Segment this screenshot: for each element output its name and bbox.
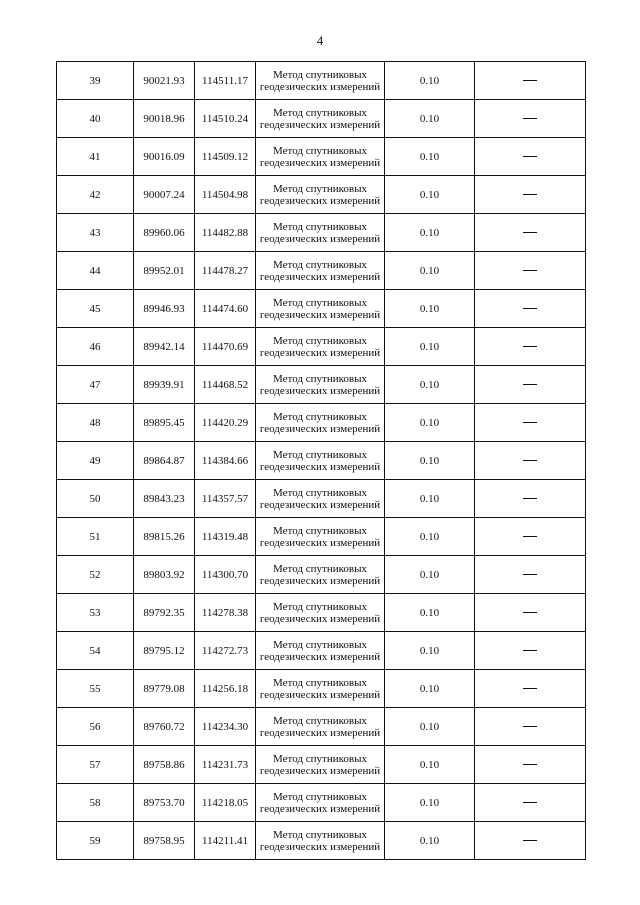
y-coordinate-cell: 114272.73 bbox=[195, 632, 256, 670]
method-line-2: геодезических измерений bbox=[259, 80, 381, 93]
table-row bbox=[57, 290, 586, 328]
accuracy-cell: 0.10 bbox=[385, 252, 475, 290]
method-line-1: Метод спутниковых bbox=[273, 144, 367, 157]
table-row bbox=[57, 594, 586, 632]
method-line-2: геодезических измерений bbox=[259, 802, 381, 815]
method-cell bbox=[256, 442, 385, 480]
x-coordinate-cell: 89795.12 bbox=[134, 632, 195, 670]
method-line-2: геодезических измерений bbox=[259, 574, 381, 587]
table-row bbox=[57, 632, 586, 670]
dash-mark bbox=[523, 460, 537, 461]
x-coordinate-cell: 90007.24 bbox=[134, 176, 195, 214]
method-line-2: геодезических измерений bbox=[259, 536, 381, 549]
x-coordinate-cell: 90016.09 bbox=[134, 138, 195, 176]
method-line-2: геодезических измерений bbox=[259, 118, 381, 131]
point-number-cell: 42 bbox=[57, 176, 134, 214]
x-coordinate-cell: 89753.70 bbox=[134, 784, 195, 822]
y-coordinate-cell: 114470.69 bbox=[195, 328, 256, 366]
method-cell bbox=[256, 670, 385, 708]
x-coordinate-cell: 89895.45 bbox=[134, 404, 195, 442]
y-coordinate-cell: 114256.18 bbox=[195, 670, 256, 708]
method-line-1: Метод спутниковых bbox=[273, 676, 367, 689]
method-cell bbox=[256, 366, 385, 404]
x-coordinate-cell: 89779.08 bbox=[134, 670, 195, 708]
x-coordinate-cell: 89939.91 bbox=[134, 366, 195, 404]
method-line-2: геодезических измерений bbox=[259, 726, 381, 739]
table-row bbox=[57, 100, 586, 138]
accuracy-cell: 0.10 bbox=[385, 62, 475, 100]
dash-mark bbox=[523, 384, 537, 385]
method-line-2: геодезических измерений bbox=[259, 612, 381, 625]
note-cell bbox=[475, 670, 586, 708]
x-coordinate-cell: 90021.93 bbox=[134, 62, 195, 100]
accuracy-cell: 0.10 bbox=[385, 556, 475, 594]
method-line-1: Метод спутниковых bbox=[273, 486, 367, 499]
accuracy-cell: 0.10 bbox=[385, 822, 475, 860]
point-number-cell: 41 bbox=[57, 138, 134, 176]
table-row bbox=[57, 442, 586, 480]
point-number-cell: 46 bbox=[57, 328, 134, 366]
accuracy-cell: 0.10 bbox=[385, 442, 475, 480]
note-cell bbox=[475, 784, 586, 822]
dash-mark bbox=[523, 612, 537, 613]
point-number-cell: 48 bbox=[57, 404, 134, 442]
table-row bbox=[57, 252, 586, 290]
x-coordinate-cell: 89815.26 bbox=[134, 518, 195, 556]
y-coordinate-cell: 114319.48 bbox=[195, 518, 256, 556]
method-cell bbox=[256, 138, 385, 176]
method-line-1: Метод спутниковых bbox=[273, 714, 367, 727]
method-cell bbox=[256, 632, 385, 670]
table-row bbox=[57, 480, 586, 518]
accuracy-cell: 0.10 bbox=[385, 176, 475, 214]
method-cell bbox=[256, 328, 385, 366]
point-number-cell: 44 bbox=[57, 252, 134, 290]
accuracy-cell: 0.10 bbox=[385, 746, 475, 784]
method-line-1: Метод спутниковых bbox=[273, 410, 367, 423]
y-coordinate-cell: 114357.57 bbox=[195, 480, 256, 518]
note-cell bbox=[475, 822, 586, 860]
method-line-1: Метод спутниковых bbox=[273, 448, 367, 461]
dash-mark bbox=[523, 650, 537, 651]
accuracy-cell: 0.10 bbox=[385, 480, 475, 518]
point-number-cell: 47 bbox=[57, 366, 134, 404]
method-line-1: Метод спутниковых bbox=[273, 562, 367, 575]
accuracy-cell: 0.10 bbox=[385, 404, 475, 442]
table-row bbox=[57, 746, 586, 784]
method-line-1: Метод спутниковых bbox=[273, 524, 367, 537]
note-cell bbox=[475, 518, 586, 556]
method-cell bbox=[256, 100, 385, 138]
y-coordinate-cell: 114278.38 bbox=[195, 594, 256, 632]
method-cell bbox=[256, 404, 385, 442]
x-coordinate-cell: 89760.72 bbox=[134, 708, 195, 746]
point-number-cell: 40 bbox=[57, 100, 134, 138]
method-line-2: геодезических измерений bbox=[259, 688, 381, 701]
dash-mark bbox=[523, 688, 537, 689]
table-row bbox=[57, 366, 586, 404]
method-line-2: геодезических измерений bbox=[259, 232, 381, 245]
dash-mark bbox=[523, 194, 537, 195]
method-cell bbox=[256, 822, 385, 860]
note-cell bbox=[475, 252, 586, 290]
note-cell bbox=[475, 328, 586, 366]
method-cell bbox=[256, 214, 385, 252]
dash-mark bbox=[523, 840, 537, 841]
table-row bbox=[57, 670, 586, 708]
note-cell bbox=[475, 480, 586, 518]
dash-mark bbox=[523, 726, 537, 727]
point-number-cell: 45 bbox=[57, 290, 134, 328]
accuracy-cell: 0.10 bbox=[385, 328, 475, 366]
method-line-1: Метод спутниковых bbox=[273, 638, 367, 651]
method-line-2: геодезических измерений bbox=[259, 498, 381, 511]
method-cell bbox=[256, 556, 385, 594]
method-line-1: Метод спутниковых bbox=[273, 372, 367, 385]
dash-mark bbox=[523, 764, 537, 765]
accuracy-cell: 0.10 bbox=[385, 632, 475, 670]
method-line-1: Метод спутниковых bbox=[273, 752, 367, 765]
accuracy-cell: 0.10 bbox=[385, 784, 475, 822]
method-line-1: Метод спутниковых bbox=[273, 334, 367, 347]
point-number-cell: 50 bbox=[57, 480, 134, 518]
method-cell bbox=[256, 176, 385, 214]
dash-mark bbox=[523, 232, 537, 233]
point-number-cell: 43 bbox=[57, 214, 134, 252]
dash-mark bbox=[523, 308, 537, 309]
y-coordinate-cell: 114300.70 bbox=[195, 556, 256, 594]
table-row bbox=[57, 822, 586, 860]
y-coordinate-cell: 114482.88 bbox=[195, 214, 256, 252]
table-row bbox=[57, 404, 586, 442]
table-row bbox=[57, 214, 586, 252]
x-coordinate-cell: 89758.95 bbox=[134, 822, 195, 860]
table-row bbox=[57, 708, 586, 746]
method-line-2: геодезических измерений bbox=[259, 194, 381, 207]
point-number-cell: 49 bbox=[57, 442, 134, 480]
method-cell bbox=[256, 252, 385, 290]
y-coordinate-cell: 114511.17 bbox=[195, 62, 256, 100]
y-coordinate-cell: 114509.12 bbox=[195, 138, 256, 176]
point-number-cell: 52 bbox=[57, 556, 134, 594]
x-coordinate-cell: 89942.14 bbox=[134, 328, 195, 366]
note-cell bbox=[475, 214, 586, 252]
method-cell bbox=[256, 708, 385, 746]
method-line-1: Метод спутниковых bbox=[273, 600, 367, 613]
y-coordinate-cell: 114211.41 bbox=[195, 822, 256, 860]
coordinates-table-body bbox=[57, 62, 586, 860]
point-number-cell: 51 bbox=[57, 518, 134, 556]
method-line-1: Метод спутниковых bbox=[273, 258, 367, 271]
table-row bbox=[57, 176, 586, 214]
method-line-2: геодезических измерений bbox=[259, 840, 381, 853]
table-row bbox=[57, 328, 586, 366]
y-coordinate-cell: 114478.27 bbox=[195, 252, 256, 290]
note-cell bbox=[475, 366, 586, 404]
method-line-2: геодезических измерений bbox=[259, 346, 381, 359]
method-line-2: геодезических измерений bbox=[259, 460, 381, 473]
note-cell bbox=[475, 594, 586, 632]
y-coordinate-cell: 114384.66 bbox=[195, 442, 256, 480]
y-coordinate-cell: 114234.30 bbox=[195, 708, 256, 746]
method-cell bbox=[256, 746, 385, 784]
method-cell bbox=[256, 290, 385, 328]
dash-mark bbox=[523, 422, 537, 423]
accuracy-cell: 0.10 bbox=[385, 708, 475, 746]
x-coordinate-cell: 89792.35 bbox=[134, 594, 195, 632]
method-line-1: Метод спутниковых bbox=[273, 220, 367, 233]
x-coordinate-cell: 90018.96 bbox=[134, 100, 195, 138]
x-coordinate-cell: 89946.93 bbox=[134, 290, 195, 328]
table-row bbox=[57, 62, 586, 100]
note-cell bbox=[475, 556, 586, 594]
dash-mark bbox=[523, 80, 537, 81]
dash-mark bbox=[523, 574, 537, 575]
accuracy-cell: 0.10 bbox=[385, 518, 475, 556]
dash-mark bbox=[523, 498, 537, 499]
note-cell bbox=[475, 632, 586, 670]
note-cell bbox=[475, 746, 586, 784]
note-cell bbox=[475, 404, 586, 442]
accuracy-cell: 0.10 bbox=[385, 290, 475, 328]
method-line-1: Метод спутниковых bbox=[273, 790, 367, 803]
method-line-1: Метод спутниковых bbox=[273, 106, 367, 119]
x-coordinate-cell: 89803.92 bbox=[134, 556, 195, 594]
method-line-1: Метод спутниковых bbox=[273, 296, 367, 309]
method-cell bbox=[256, 480, 385, 518]
point-number-cell: 55 bbox=[57, 670, 134, 708]
method-cell bbox=[256, 784, 385, 822]
method-line-1: Метод спутниковых bbox=[273, 182, 367, 195]
table-row bbox=[57, 784, 586, 822]
table-row bbox=[57, 556, 586, 594]
y-coordinate-cell: 114218.05 bbox=[195, 784, 256, 822]
point-number-cell: 57 bbox=[57, 746, 134, 784]
dash-mark bbox=[523, 536, 537, 537]
point-number-cell: 53 bbox=[57, 594, 134, 632]
method-cell bbox=[256, 62, 385, 100]
y-coordinate-cell: 114510.24 bbox=[195, 100, 256, 138]
dash-mark bbox=[523, 156, 537, 157]
point-number-cell: 54 bbox=[57, 632, 134, 670]
method-line-2: геодезических измерений bbox=[259, 422, 381, 435]
x-coordinate-cell: 89952.01 bbox=[134, 252, 195, 290]
x-coordinate-cell: 89758.86 bbox=[134, 746, 195, 784]
method-line-2: геодезических измерений bbox=[259, 764, 381, 777]
x-coordinate-cell: 89864.87 bbox=[134, 442, 195, 480]
note-cell bbox=[475, 708, 586, 746]
method-cell bbox=[256, 518, 385, 556]
accuracy-cell: 0.10 bbox=[385, 670, 475, 708]
accuracy-cell: 0.10 bbox=[385, 594, 475, 632]
dash-mark bbox=[523, 802, 537, 803]
method-line-1: Метод спутниковых bbox=[273, 68, 367, 81]
table-row bbox=[57, 138, 586, 176]
page-number: 4 bbox=[316, 33, 324, 48]
note-cell bbox=[475, 290, 586, 328]
note-cell bbox=[475, 442, 586, 480]
method-line-2: геодезических измерений bbox=[259, 650, 381, 663]
note-cell bbox=[475, 100, 586, 138]
method-line-2: геодезических измерений bbox=[259, 308, 381, 321]
accuracy-cell: 0.10 bbox=[385, 100, 475, 138]
method-cell bbox=[256, 594, 385, 632]
method-line-2: геодезических измерений bbox=[259, 156, 381, 169]
method-line-2: геодезических измерений bbox=[259, 384, 381, 397]
x-coordinate-cell: 89843.23 bbox=[134, 480, 195, 518]
point-number-cell: 39 bbox=[57, 62, 134, 100]
dash-mark bbox=[523, 118, 537, 119]
y-coordinate-cell: 114504.98 bbox=[195, 176, 256, 214]
x-coordinate-cell: 89960.06 bbox=[134, 214, 195, 252]
y-coordinate-cell: 114474.60 bbox=[195, 290, 256, 328]
coordinates-table bbox=[56, 61, 586, 860]
y-coordinate-cell: 114468.52 bbox=[195, 366, 256, 404]
y-coordinate-cell: 114231.73 bbox=[195, 746, 256, 784]
note-cell bbox=[475, 138, 586, 176]
accuracy-cell: 0.10 bbox=[385, 366, 475, 404]
dash-mark bbox=[523, 346, 537, 347]
note-cell bbox=[475, 176, 586, 214]
point-number-cell: 58 bbox=[57, 784, 134, 822]
point-number-cell: 56 bbox=[57, 708, 134, 746]
accuracy-cell: 0.10 bbox=[385, 138, 475, 176]
method-line-1: Метод спутниковых bbox=[273, 828, 367, 841]
y-coordinate-cell: 114420.29 bbox=[195, 404, 256, 442]
method-line-2: геодезических измерений bbox=[259, 270, 381, 283]
dash-mark bbox=[523, 270, 537, 271]
point-number-cell: 59 bbox=[57, 822, 134, 860]
note-cell bbox=[475, 62, 586, 100]
table-row bbox=[57, 518, 586, 556]
accuracy-cell: 0.10 bbox=[385, 214, 475, 252]
